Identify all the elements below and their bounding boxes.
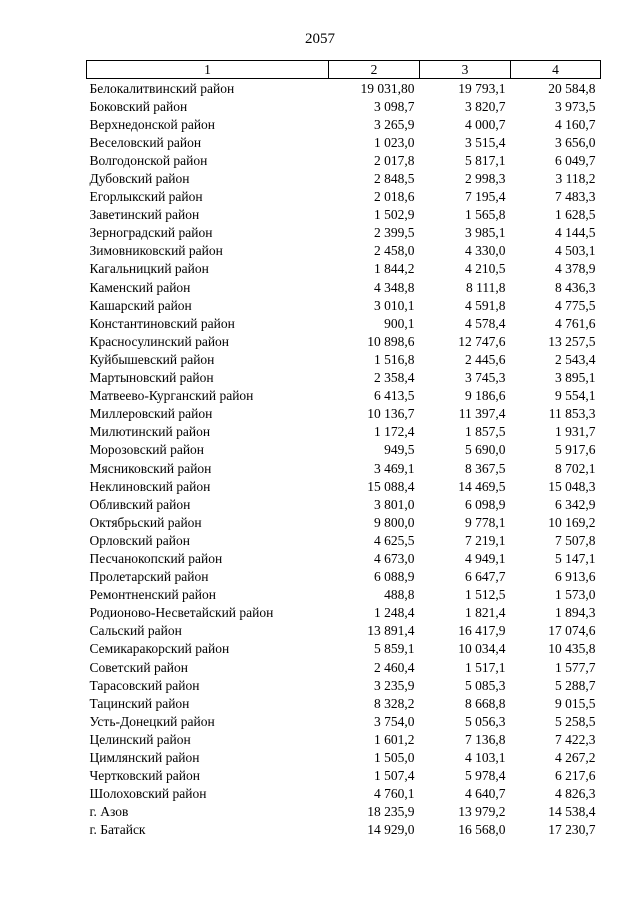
district-name-cell: Шолоховский район — [89, 786, 207, 802]
value-col-3-cell: 5 085,3 — [465, 677, 506, 693]
value-col-3-cell: 2 998,3 — [465, 171, 506, 187]
table-row — [87, 730, 601, 748]
table-row — [87, 224, 601, 242]
value-col-4-cell: 4 267,2 — [555, 750, 596, 766]
value-col-4-cell: 6 342,9 — [555, 496, 596, 512]
table-row — [87, 169, 601, 187]
table-row — [87, 477, 601, 495]
value-col-3-cell: 4 591,8 — [465, 297, 506, 313]
value-col-3-cell: 3 820,7 — [465, 98, 506, 114]
value-col-3-cell: 4 640,7 — [465, 786, 506, 802]
district-name-cell: Усть-Донецкий район — [89, 713, 215, 729]
district-name-cell: Песчанокопский район — [89, 550, 223, 566]
district-name-cell: Мартыновский район — [89, 370, 214, 386]
table-row — [87, 314, 601, 332]
table-row — [87, 405, 601, 423]
value-col-3-cell: 3 745,3 — [465, 370, 506, 386]
table-row — [87, 115, 601, 133]
value-col-2-cell: 18 235,9 — [367, 804, 415, 820]
value-col-2-cell: 1 505,0 — [374, 750, 415, 766]
table-row — [87, 568, 601, 586]
value-col-4-cell: 5 288,7 — [555, 677, 596, 693]
table-row — [87, 785, 601, 803]
table-row — [87, 658, 601, 676]
value-col-4-cell: 1 628,5 — [555, 207, 596, 223]
value-col-3-cell: 8 367,5 — [465, 460, 506, 476]
district-name-cell: Чертковский район — [89, 768, 200, 784]
value-col-4-cell: 1 573,0 — [555, 587, 596, 603]
table-row — [87, 133, 601, 151]
district-name-cell: Кагальницкий район — [89, 261, 209, 277]
table-row — [87, 767, 601, 785]
value-col-2-cell: 1 601,2 — [374, 731, 415, 747]
table-row — [87, 332, 601, 350]
value-col-3-cell: 5 817,1 — [465, 152, 506, 168]
table-row — [87, 549, 601, 567]
value-col-2-cell: 4 673,0 — [374, 550, 415, 566]
value-col-3-cell: 5 056,3 — [465, 713, 506, 729]
district-name-cell: Советский район — [89, 659, 188, 675]
table-body — [87, 79, 601, 839]
value-col-4-cell: 13 257,5 — [548, 333, 596, 349]
value-col-2-cell: 2 458,0 — [374, 243, 415, 259]
district-name-cell: Мясниковский район — [89, 460, 212, 476]
value-col-4-cell: 6 217,6 — [555, 768, 596, 784]
district-name-cell: Боковский район — [89, 98, 188, 114]
table-row — [87, 97, 601, 115]
table-row — [87, 821, 601, 839]
district-name-cell: Родионово-Несветайский район — [89, 605, 274, 621]
table-row — [87, 640, 601, 658]
table-row — [87, 676, 601, 694]
district-name-cell: г. Азов — [89, 804, 129, 820]
value-col-4-cell: 8 436,3 — [555, 279, 596, 295]
table-row — [87, 350, 601, 368]
value-col-3-cell: 16 417,9 — [458, 623, 506, 639]
value-col-4-cell: 5 917,6 — [555, 442, 596, 458]
value-col-3-cell: 9 186,6 — [465, 388, 506, 404]
header-cell-4: 4 — [511, 61, 601, 79]
value-col-3-cell: 6 647,7 — [465, 569, 506, 585]
value-col-3-cell: 6 098,9 — [465, 496, 506, 512]
value-col-4-cell: 5 147,1 — [555, 550, 596, 566]
table-row — [87, 712, 601, 730]
value-col-3-cell: 1 857,5 — [465, 424, 506, 440]
district-name-cell: Веселовский район — [89, 134, 202, 150]
value-col-3-cell: 11 397,4 — [458, 406, 506, 422]
district-name-cell: Обливский район — [89, 496, 191, 512]
value-col-2-cell: 9 800,0 — [374, 514, 415, 530]
table-row — [87, 803, 601, 821]
value-col-2-cell: 5 859,1 — [374, 641, 415, 657]
value-col-4-cell: 6 049,7 — [555, 152, 596, 168]
district-name-cell: Егорлыкский район — [89, 189, 203, 205]
value-col-4-cell: 4 826,3 — [555, 786, 596, 802]
district-name-cell: Заветинский район — [89, 207, 200, 223]
value-col-3-cell: 4 578,4 — [465, 315, 506, 331]
table-row — [87, 531, 601, 549]
value-col-3-cell: 5 978,4 — [465, 768, 506, 784]
table-row — [87, 441, 601, 459]
value-col-2-cell: 13 891,4 — [367, 623, 415, 639]
value-col-3-cell: 19 793,1 — [458, 80, 506, 96]
value-col-4-cell: 3 118,2 — [555, 171, 596, 187]
district-name-cell: Ремонтненский район — [89, 587, 216, 603]
value-col-4-cell: 2 543,4 — [555, 351, 596, 367]
district-name-cell: Тарасовский район — [89, 677, 200, 693]
table-row — [87, 296, 601, 314]
value-col-3-cell: 4 210,5 — [465, 261, 506, 277]
value-col-2-cell: 6 413,5 — [374, 388, 415, 404]
district-name-cell: Неклиновский район — [89, 478, 211, 494]
value-col-4-cell: 1 931,7 — [555, 424, 596, 440]
value-col-3-cell: 10 034,4 — [458, 641, 506, 657]
district-name-cell: Каменский район — [89, 279, 191, 295]
value-col-3-cell: 14 469,5 — [458, 478, 506, 494]
value-col-3-cell: 12 747,6 — [458, 333, 506, 349]
value-col-2-cell: 14 929,0 — [367, 822, 415, 838]
value-col-2-cell: 488,8 — [384, 587, 415, 603]
value-col-2-cell: 10 898,6 — [367, 333, 415, 349]
value-col-4-cell: 4 378,9 — [555, 261, 596, 277]
district-name-cell: Матвеево-Курганский район — [89, 388, 254, 404]
value-col-3-cell: 1 821,4 — [465, 605, 506, 621]
value-col-4-cell: 4 144,5 — [555, 225, 596, 241]
table-row — [87, 369, 601, 387]
value-col-4-cell: 3 973,5 — [555, 98, 596, 114]
value-col-2-cell: 4 625,5 — [374, 532, 415, 548]
value-col-4-cell: 4 761,6 — [555, 315, 596, 331]
value-col-4-cell: 20 584,8 — [548, 80, 596, 96]
value-col-2-cell: 2 358,4 — [374, 370, 415, 386]
value-col-2-cell: 1 023,0 — [374, 134, 415, 150]
value-col-3-cell: 1 512,5 — [465, 587, 506, 603]
table-row — [87, 459, 601, 477]
district-name-cell: Миллеровский район — [89, 406, 213, 422]
value-col-3-cell: 1 565,8 — [465, 207, 506, 223]
value-col-3-cell: 9 778,1 — [465, 514, 506, 530]
value-col-3-cell: 7 136,8 — [465, 731, 506, 747]
table-row — [87, 495, 601, 513]
value-col-4-cell: 6 913,6 — [555, 569, 596, 585]
value-col-2-cell: 2 399,5 — [374, 225, 415, 241]
table-row — [87, 188, 601, 206]
value-col-2-cell: 3 235,9 — [374, 677, 415, 693]
value-col-2-cell: 15 088,4 — [367, 478, 415, 494]
value-col-3-cell: 7 219,1 — [465, 532, 506, 548]
value-col-4-cell: 3 656,0 — [555, 134, 596, 150]
value-col-4-cell: 17 074,6 — [548, 623, 596, 639]
district-name-cell: Красносулинский район — [89, 333, 230, 349]
value-col-4-cell: 7 483,3 — [555, 189, 596, 205]
header-cell-1: 1 — [87, 61, 329, 79]
value-col-2-cell: 1 844,2 — [374, 261, 415, 277]
value-col-4-cell: 4 503,1 — [555, 243, 596, 259]
district-name-cell: Кашарский район — [89, 297, 192, 313]
value-col-2-cell: 4 348,8 — [374, 279, 415, 295]
value-col-2-cell: 2 460,4 — [374, 659, 415, 675]
value-col-3-cell: 5 690,0 — [465, 442, 506, 458]
table-header — [87, 61, 601, 79]
value-col-4-cell: 1 577,7 — [555, 659, 596, 675]
value-col-2-cell: 8 328,2 — [374, 695, 415, 711]
value-col-3-cell: 8 111,8 — [466, 279, 506, 295]
value-col-4-cell: 11 853,3 — [548, 406, 596, 422]
table-row — [87, 513, 601, 531]
value-col-2-cell: 2 848,5 — [374, 171, 415, 187]
table-row — [87, 242, 601, 260]
district-name-cell: Белокалитвинский район — [89, 80, 235, 96]
table-row — [87, 694, 601, 712]
district-name-cell: Пролетарский район — [89, 569, 209, 585]
value-col-4-cell: 4 775,5 — [555, 297, 596, 313]
header-row — [87, 61, 601, 79]
value-col-4-cell: 9 554,1 — [555, 388, 596, 404]
district-name-cell: Зимовниковский район — [89, 243, 223, 259]
value-col-4-cell: 3 895,1 — [555, 370, 596, 386]
table-row — [87, 387, 601, 405]
district-name-cell: г. Батайск — [89, 822, 146, 838]
table-row — [87, 586, 601, 604]
value-col-4-cell: 15 048,3 — [548, 478, 596, 494]
table-row — [87, 604, 601, 622]
table-row — [87, 151, 601, 169]
value-col-3-cell: 1 517,1 — [465, 659, 506, 675]
district-name-cell: Морозовский район — [89, 442, 205, 458]
value-col-4-cell: 10 435,8 — [548, 641, 596, 657]
district-name-cell: Сальский район — [89, 623, 182, 639]
value-col-4-cell: 14 538,4 — [548, 804, 596, 820]
district-name-cell: Семикаракорский район — [89, 641, 230, 657]
value-col-2-cell: 3 098,7 — [374, 98, 415, 114]
value-col-2-cell: 3 265,9 — [374, 116, 415, 132]
value-col-2-cell: 2 018,6 — [374, 189, 415, 205]
value-col-4-cell: 8 702,1 — [555, 460, 596, 476]
value-col-4-cell: 10 169,2 — [548, 514, 596, 530]
district-name-cell: Дубовский район — [89, 171, 190, 187]
district-name-cell: Волгодонской район — [89, 152, 208, 168]
district-name-cell: Куйбышевский район — [89, 351, 215, 367]
value-col-2-cell: 3 010,1 — [374, 297, 415, 313]
district-name-cell: Верхнедонской район — [89, 116, 216, 132]
district-name-cell: Цимлянский район — [89, 750, 200, 766]
district-name-cell: Целинский район — [89, 731, 191, 747]
table-row — [87, 206, 601, 224]
page-number: 2057 — [305, 31, 335, 47]
value-col-3-cell: 3 515,4 — [465, 134, 506, 150]
value-col-2-cell: 1 507,4 — [374, 768, 415, 784]
budget-table — [86, 60, 601, 839]
value-col-3-cell: 4 000,7 — [465, 116, 506, 132]
value-col-3-cell: 7 195,4 — [465, 189, 506, 205]
value-col-3-cell: 13 979,2 — [458, 804, 506, 820]
value-col-2-cell: 949,5 — [384, 442, 415, 458]
value-col-3-cell: 16 568,0 — [458, 822, 506, 838]
header-cell-2: 2 — [329, 61, 420, 79]
value-col-2-cell: 1 516,8 — [374, 351, 415, 367]
table-row — [87, 748, 601, 766]
district-name-cell: Тацинский район — [89, 695, 190, 711]
table-row — [87, 423, 601, 441]
value-col-3-cell: 2 445,6 — [465, 351, 506, 367]
value-col-2-cell: 1 502,9 — [374, 207, 415, 223]
value-col-4-cell: 9 015,5 — [555, 695, 596, 711]
table-row — [87, 622, 601, 640]
value-col-2-cell: 3 801,0 — [374, 496, 415, 512]
value-col-4-cell: 7 507,8 — [555, 532, 596, 548]
value-col-4-cell: 4 160,7 — [555, 116, 596, 132]
value-col-2-cell: 900,1 — [384, 315, 415, 331]
value-col-2-cell: 3 754,0 — [374, 713, 415, 729]
value-col-2-cell: 1 248,4 — [374, 605, 415, 621]
district-name-cell: Октябрьский район — [89, 514, 202, 530]
district-name-cell: Орловский район — [89, 532, 190, 548]
value-col-4-cell: 7 422,3 — [555, 731, 596, 747]
district-name-cell: Зерноградский район — [89, 225, 213, 241]
table-row — [87, 278, 601, 296]
value-col-4-cell: 1 894,3 — [555, 605, 596, 621]
value-col-2-cell: 4 760,1 — [374, 786, 415, 802]
value-col-3-cell: 4 103,1 — [465, 750, 506, 766]
value-col-2-cell: 2 017,8 — [374, 152, 415, 168]
value-col-3-cell: 8 668,8 — [465, 695, 506, 711]
value-col-2-cell: 1 172,4 — [374, 424, 415, 440]
value-col-4-cell: 5 258,5 — [555, 713, 596, 729]
value-col-3-cell: 3 985,1 — [465, 225, 506, 241]
value-col-3-cell: 4 949,1 — [465, 550, 506, 566]
table-row — [87, 260, 601, 278]
value-col-2-cell: 3 469,1 — [374, 460, 415, 476]
value-col-2-cell: 19 031,80 — [360, 80, 415, 96]
value-col-4-cell: 17 230,7 — [548, 822, 596, 838]
header-cell-3: 3 — [420, 61, 511, 79]
value-col-3-cell: 4 330,0 — [465, 243, 506, 259]
value-col-2-cell: 10 136,7 — [367, 406, 415, 422]
district-name-cell: Константиновский район — [89, 315, 235, 331]
value-col-2-cell: 6 088,9 — [374, 569, 415, 585]
table-row — [87, 79, 601, 98]
district-name-cell: Милютинский район — [89, 424, 211, 440]
